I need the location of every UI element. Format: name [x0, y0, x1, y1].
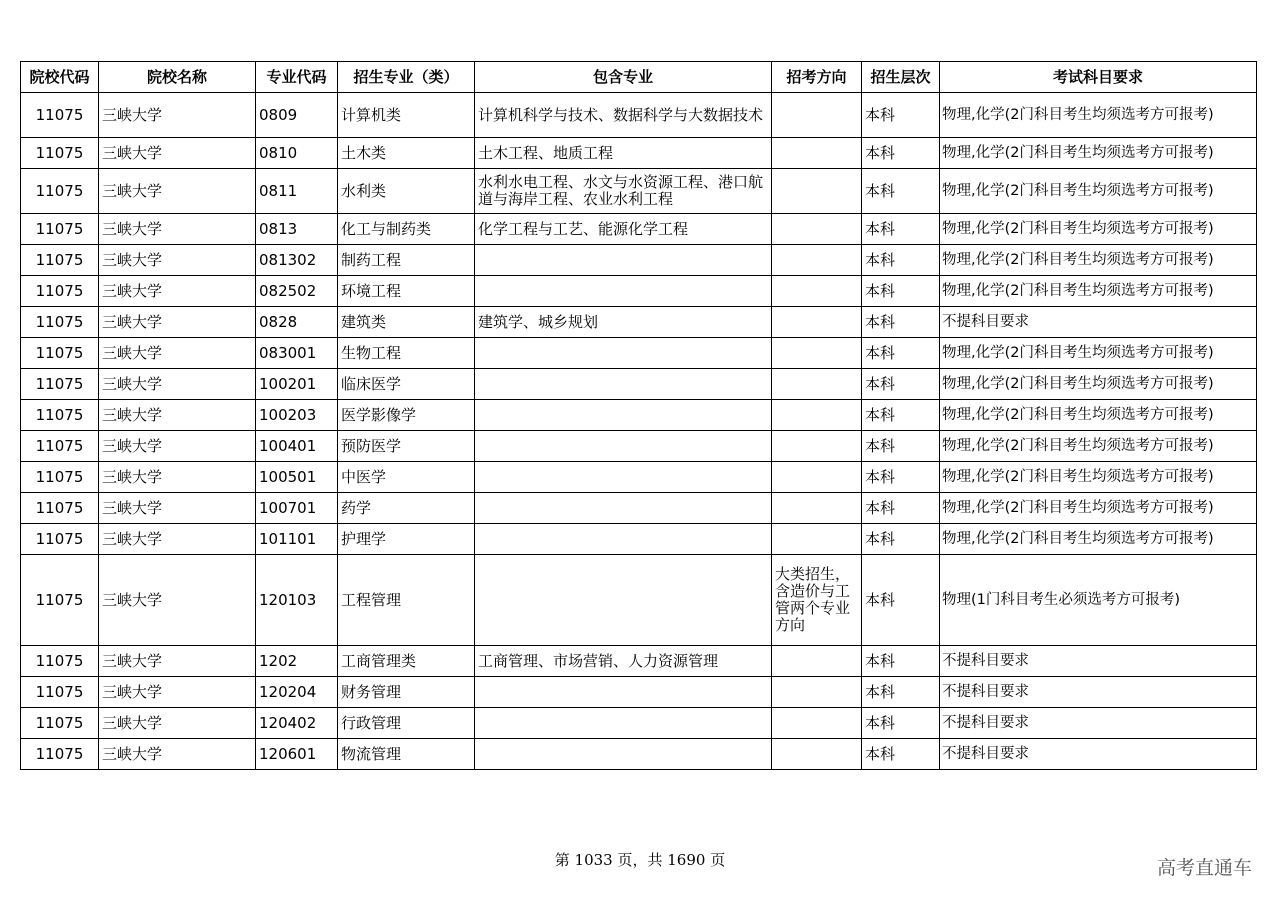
cell-level: 本科: [862, 138, 940, 169]
cell-includes: [475, 400, 772, 431]
cell-requirement: 物理,化学(2门科目考生均须选考方可报考): [940, 93, 1257, 138]
cell-major: 行政管理: [338, 708, 475, 739]
cell-school-code: 11075: [21, 169, 99, 214]
cell-major: 环境工程: [338, 276, 475, 307]
cell-major-code: 083001: [256, 338, 338, 369]
table-row: [21, 493, 1257, 524]
cell-major: 医学影像学: [338, 400, 475, 431]
cell-requirement: 物理,化学(2门科目考生均须选考方可报考): [940, 169, 1257, 214]
cell-school-name: 三峡大学: [99, 493, 256, 524]
cell-major-code: 120402: [256, 708, 338, 739]
cell-includes: [475, 369, 772, 400]
cell-major: 临床医学: [338, 369, 475, 400]
cell-includes: [475, 338, 772, 369]
cell-includes: 化学工程与工艺、能源化学工程: [475, 214, 772, 245]
cell-includes: [475, 493, 772, 524]
table-row: [21, 524, 1257, 555]
cell-direction: [772, 138, 862, 169]
cell-direction: [772, 276, 862, 307]
cell-school-name: 三峡大学: [99, 646, 256, 677]
cell-level: 本科: [862, 307, 940, 338]
cell-direction: [772, 400, 862, 431]
cell-school-code: 11075: [21, 739, 99, 770]
cell-school-code: 11075: [21, 276, 99, 307]
cell-level: 本科: [862, 369, 940, 400]
cell-school-name: 三峡大学: [99, 276, 256, 307]
cell-major: 中医学: [338, 462, 475, 493]
cell-direction: 大类招生，含造价与工管两个专业方向: [772, 555, 862, 646]
cell-major-code: 100501: [256, 462, 338, 493]
table-row: [21, 338, 1257, 369]
header-level: 招生层次: [862, 62, 940, 93]
cell-requirement: 物理,化学(2门科目考生均须选考方可报考): [940, 369, 1257, 400]
cell-direction: [772, 739, 862, 770]
cell-school-code: 11075: [21, 493, 99, 524]
cell-requirement: 物理,化学(2门科目考生均须选考方可报考): [940, 431, 1257, 462]
cell-major-code: 100203: [256, 400, 338, 431]
cell-level: 本科: [862, 276, 940, 307]
cell-direction: [772, 462, 862, 493]
cell-level: 本科: [862, 245, 940, 276]
cell-major: 物流管理: [338, 739, 475, 770]
cell-major-code: 100201: [256, 369, 338, 400]
cell-includes: [475, 739, 772, 770]
cell-school-name: 三峡大学: [99, 138, 256, 169]
cell-requirement: 物理,化学(2门科目考生均须选考方可报考): [940, 493, 1257, 524]
cell-major: 水利类: [338, 169, 475, 214]
cell-includes: 计算机科学与技术、数据科学与大数据技术: [475, 93, 772, 138]
cell-school-code: 11075: [21, 524, 99, 555]
cell-includes: [475, 524, 772, 555]
cell-level: 本科: [862, 431, 940, 462]
table-row: [21, 169, 1257, 214]
cell-includes: [475, 708, 772, 739]
header-direction: 招考方向: [772, 62, 862, 93]
cell-school-code: 11075: [21, 138, 99, 169]
cell-level: 本科: [862, 93, 940, 138]
header-row: [21, 62, 1257, 93]
cell-school-code: 11075: [21, 677, 99, 708]
table-row: [21, 369, 1257, 400]
cell-major-code: 120601: [256, 739, 338, 770]
cell-school-name: 三峡大学: [99, 369, 256, 400]
cell-requirement: 物理,化学(2门科目考生均须选考方可报考): [940, 462, 1257, 493]
table-row: [21, 646, 1257, 677]
cell-includes: 工商管理、市场营销、人力资源管理: [475, 646, 772, 677]
cell-school-name: 三峡大学: [99, 338, 256, 369]
cell-major-code: 1202: [256, 646, 338, 677]
cell-requirement: 不提科目要求: [940, 646, 1257, 677]
cell-direction: [772, 169, 862, 214]
cell-major: 预防医学: [338, 431, 475, 462]
cell-major: 财务管理: [338, 677, 475, 708]
cell-school-code: 11075: [21, 307, 99, 338]
cell-major: 生物工程: [338, 338, 475, 369]
cell-includes: [475, 677, 772, 708]
cell-major-code: 120103: [256, 555, 338, 646]
cell-includes: [475, 276, 772, 307]
table-header: [21, 62, 1257, 93]
cell-level: 本科: [862, 708, 940, 739]
table-row: [21, 555, 1257, 646]
cell-requirement: 物理,化学(2门科目考生均须选考方可报考): [940, 276, 1257, 307]
cell-includes: [475, 555, 772, 646]
cell-major: 化工与制药类: [338, 214, 475, 245]
table-row: [21, 245, 1257, 276]
cell-school-name: 三峡大学: [99, 524, 256, 555]
cell-school-name: 三峡大学: [99, 677, 256, 708]
cell-requirement: 物理,化学(2门科目考生均须选考方可报考): [940, 138, 1257, 169]
cell-direction: [772, 245, 862, 276]
cell-school-name: 三峡大学: [99, 169, 256, 214]
header-major: 招生专业（类）: [338, 62, 475, 93]
cell-direction: [772, 307, 862, 338]
admissions-table: [20, 61, 1257, 770]
cell-school-code: 11075: [21, 708, 99, 739]
cell-requirement: 物理,化学(2门科目考生均须选考方可报考): [940, 338, 1257, 369]
cell-includes: 水利水电工程、水文与水资源工程、港口航道与海岸工程、农业水利工程: [475, 169, 772, 214]
cell-direction: [772, 93, 862, 138]
cell-school-name: 三峡大学: [99, 307, 256, 338]
cell-school-code: 11075: [21, 93, 99, 138]
cell-direction: [772, 214, 862, 245]
cell-requirement: 不提科目要求: [940, 708, 1257, 739]
page-footer: 第 1033 页，共 1690 页: [554, 851, 726, 869]
cell-school-code: 11075: [21, 400, 99, 431]
table-row: [21, 138, 1257, 169]
header-includes: 包含专业: [475, 62, 772, 93]
header-school-code: 院校代码: [21, 62, 99, 93]
cell-requirement: 物理,化学(2门科目考生均须选考方可报考): [940, 245, 1257, 276]
cell-major: 计算机类: [338, 93, 475, 138]
cell-major-code: 101101: [256, 524, 338, 555]
cell-major: 制药工程: [338, 245, 475, 276]
cell-level: 本科: [862, 646, 940, 677]
cell-school-code: 11075: [21, 214, 99, 245]
cell-includes: [475, 462, 772, 493]
cell-major: 建筑类: [338, 307, 475, 338]
cell-school-name: 三峡大学: [99, 245, 256, 276]
cell-school-name: 三峡大学: [99, 93, 256, 138]
cell-level: 本科: [862, 462, 940, 493]
cell-level: 本科: [862, 677, 940, 708]
cell-direction: [772, 493, 862, 524]
cell-major-code: 0809: [256, 93, 338, 138]
watermark: 高考直通车: [1156, 857, 1252, 879]
cell-major-code: 120204: [256, 677, 338, 708]
cell-major-code: 100401: [256, 431, 338, 462]
cell-level: 本科: [862, 400, 940, 431]
cell-major: 土木类: [338, 138, 475, 169]
table-body: [21, 93, 1257, 770]
cell-major-code: 081302: [256, 245, 338, 276]
table-row: [21, 307, 1257, 338]
cell-school-code: 11075: [21, 431, 99, 462]
cell-school-name: 三峡大学: [99, 462, 256, 493]
cell-school-code: 11075: [21, 369, 99, 400]
cell-school-code: 11075: [21, 555, 99, 646]
cell-direction: [772, 524, 862, 555]
cell-direction: [772, 338, 862, 369]
table-row: [21, 708, 1257, 739]
cell-requirement: 不提科目要求: [940, 739, 1257, 770]
table-row: [21, 462, 1257, 493]
cell-level: 本科: [862, 555, 940, 646]
header-school-name: 院校名称: [99, 62, 256, 93]
cell-school-code: 11075: [21, 245, 99, 276]
cell-level: 本科: [862, 214, 940, 245]
cell-school-code: 11075: [21, 646, 99, 677]
cell-school-name: 三峡大学: [99, 400, 256, 431]
cell-requirement: 物理,化学(2门科目考生均须选考方可报考): [940, 400, 1257, 431]
table-row: [21, 214, 1257, 245]
cell-level: 本科: [862, 524, 940, 555]
cell-direction: [772, 708, 862, 739]
cell-school-name: 三峡大学: [99, 214, 256, 245]
cell-includes: 土木工程、地质工程: [475, 138, 772, 169]
cell-requirement: 物理(1门科目考生必须选考方可报考): [940, 555, 1257, 646]
table-row: [21, 431, 1257, 462]
cell-school-code: 11075: [21, 462, 99, 493]
cell-major: 工商管理类: [338, 646, 475, 677]
header-major-code: 专业代码: [256, 62, 338, 93]
cell-school-code: 11075: [21, 338, 99, 369]
table-row: [21, 677, 1257, 708]
cell-major-code: 0811: [256, 169, 338, 214]
cell-direction: [772, 369, 862, 400]
cell-includes: [475, 245, 772, 276]
cell-major: 护理学: [338, 524, 475, 555]
cell-school-name: 三峡大学: [99, 739, 256, 770]
table-row: [21, 276, 1257, 307]
cell-level: 本科: [862, 169, 940, 214]
cell-major: 药学: [338, 493, 475, 524]
cell-major: 工程管理: [338, 555, 475, 646]
cell-requirement: 物理,化学(2门科目考生均须选考方可报考): [940, 214, 1257, 245]
cell-direction: [772, 677, 862, 708]
cell-major-code: 0810: [256, 138, 338, 169]
cell-level: 本科: [862, 493, 940, 524]
cell-major-code: 0828: [256, 307, 338, 338]
cell-level: 本科: [862, 739, 940, 770]
cell-major-code: 082502: [256, 276, 338, 307]
cell-school-name: 三峡大学: [99, 708, 256, 739]
table-row: [21, 93, 1257, 138]
cell-direction: [772, 431, 862, 462]
cell-includes: [475, 431, 772, 462]
table-row: [21, 739, 1257, 770]
cell-includes: 建筑学、城乡规划: [475, 307, 772, 338]
cell-requirement: 不提科目要求: [940, 307, 1257, 338]
cell-school-name: 三峡大学: [99, 431, 256, 462]
cell-major-code: 100701: [256, 493, 338, 524]
cell-requirement: 不提科目要求: [940, 677, 1257, 708]
table-row: [21, 400, 1257, 431]
cell-direction: [772, 646, 862, 677]
cell-school-name: 三峡大学: [99, 555, 256, 646]
cell-major-code: 0813: [256, 214, 338, 245]
cell-level: 本科: [862, 338, 940, 369]
cell-requirement: 物理,化学(2门科目考生均须选考方可报考): [940, 524, 1257, 555]
header-requirement: 考试科目要求: [940, 62, 1257, 93]
